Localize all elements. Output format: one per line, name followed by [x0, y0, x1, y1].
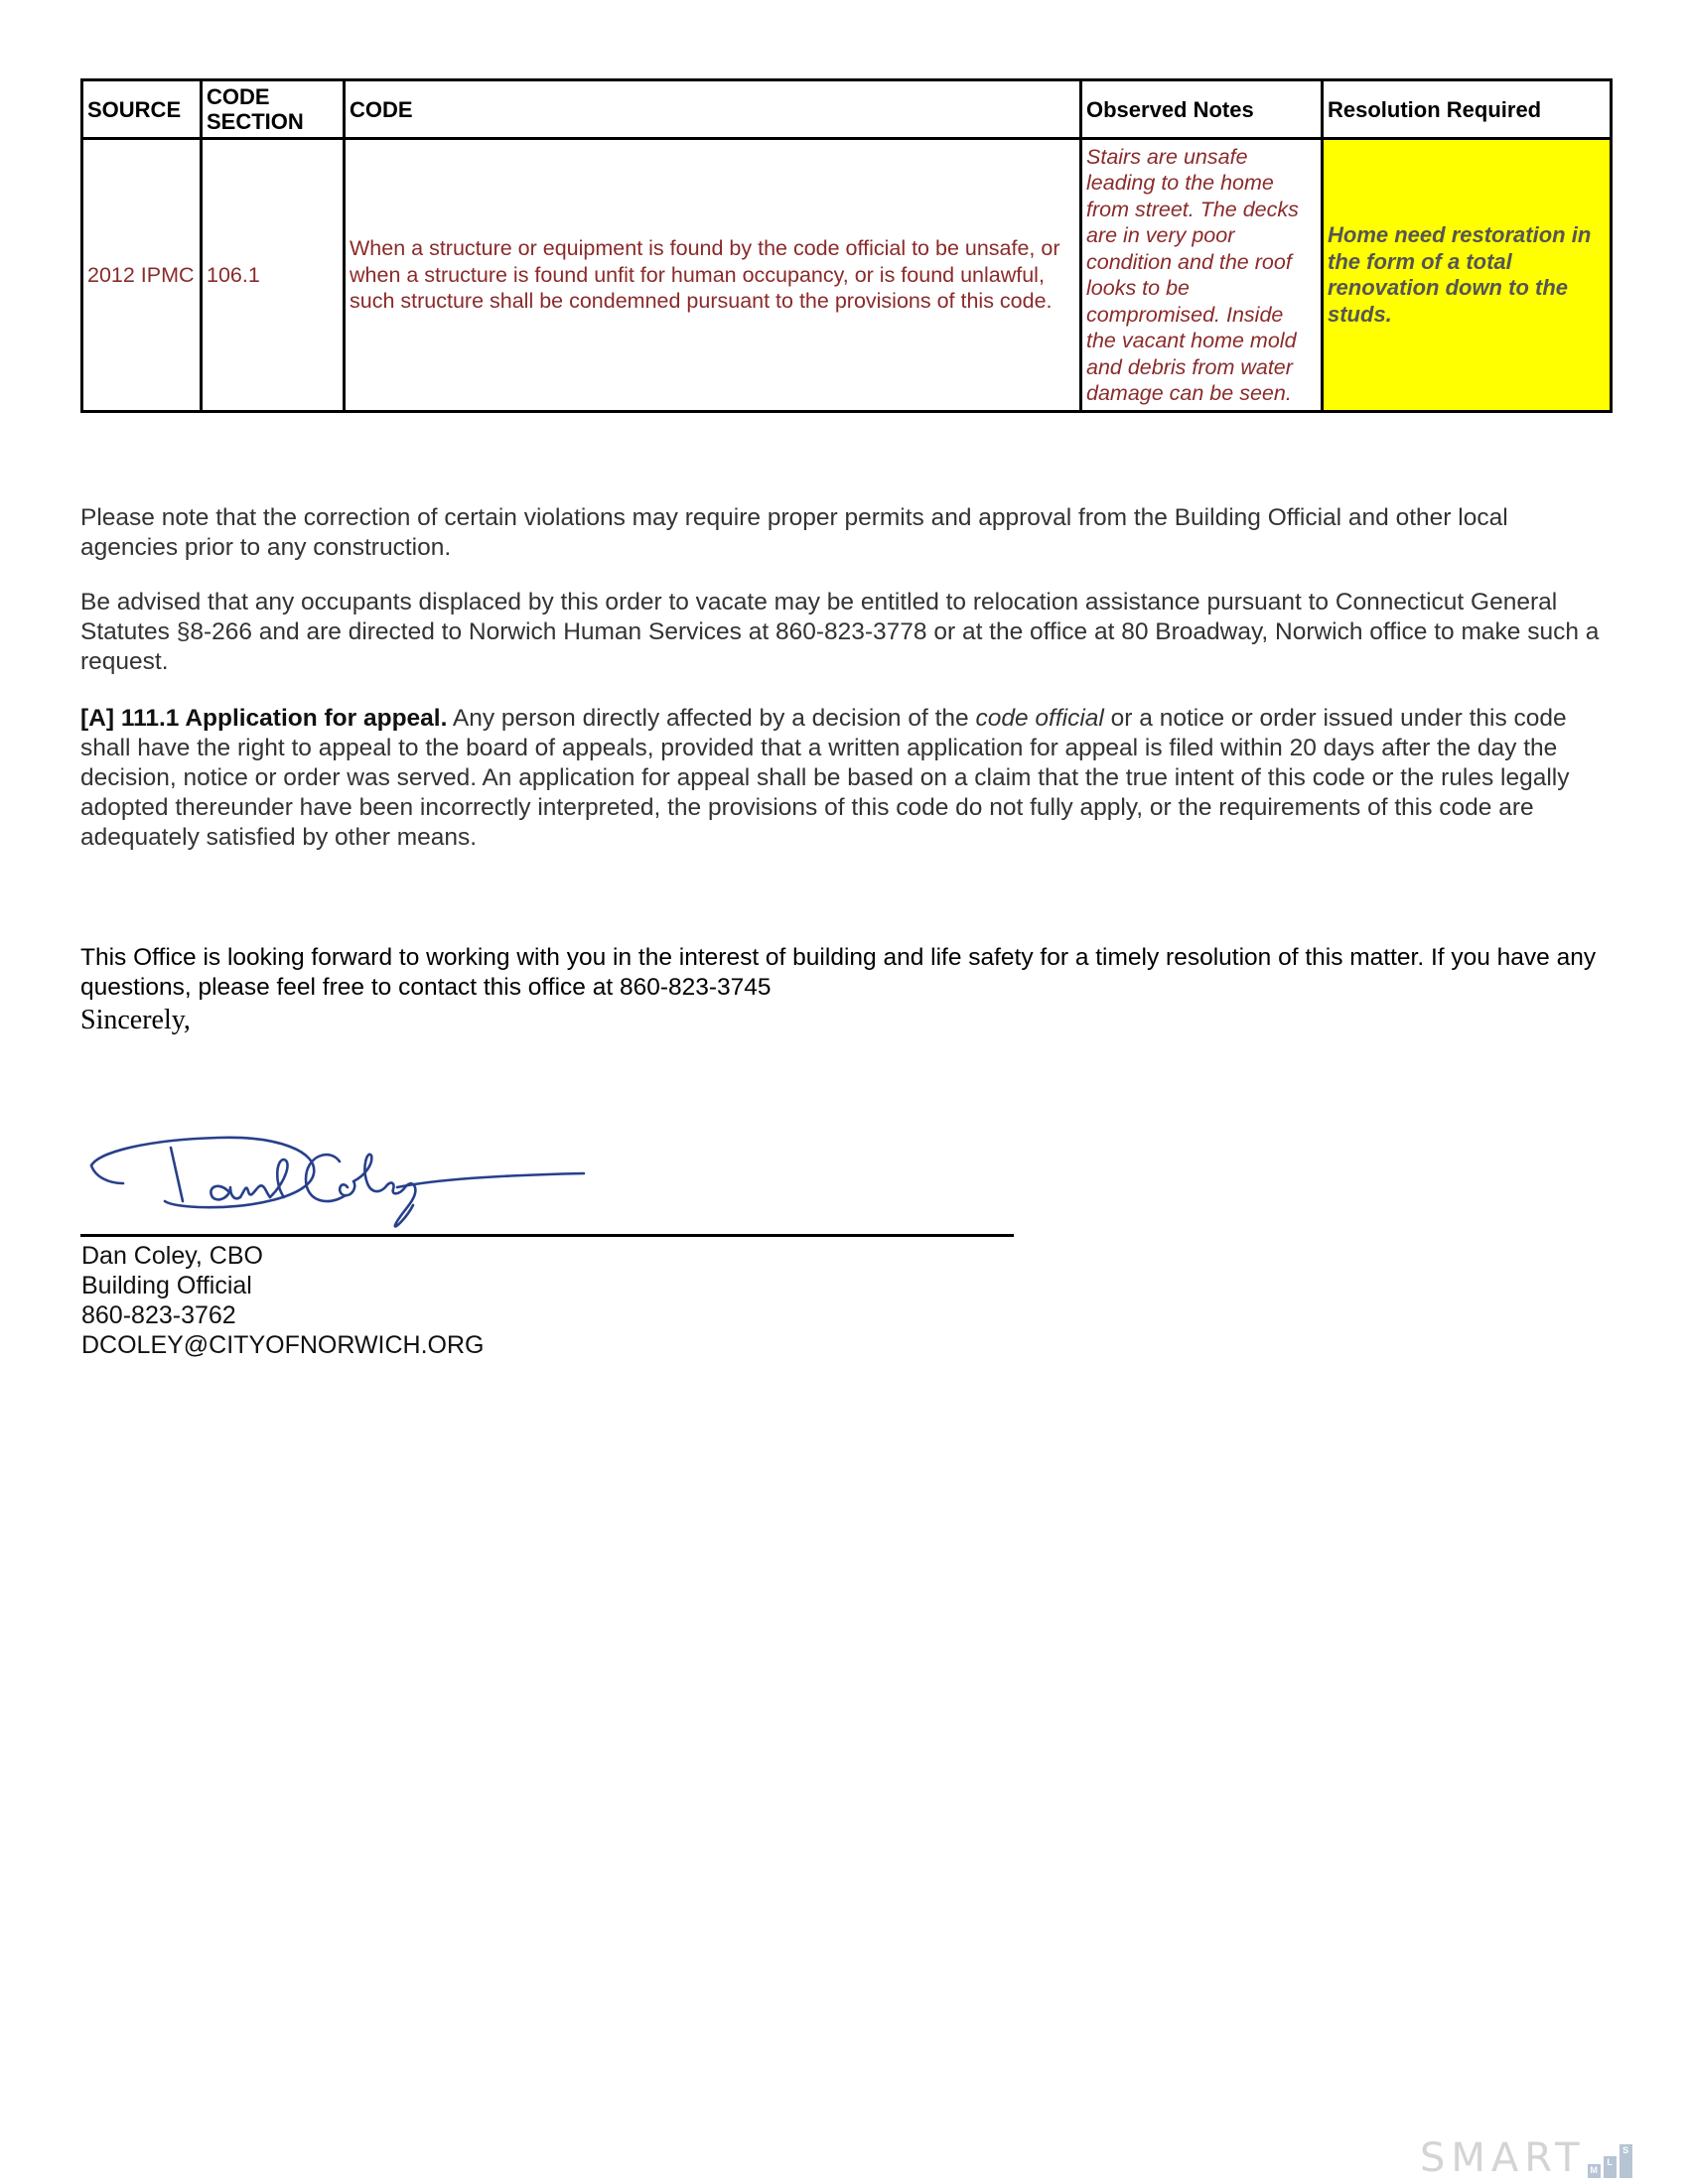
appeal-text-1: Any person directly affected by a decision of the — [447, 705, 976, 732]
header-code-section: CODE SECTION — [202, 80, 345, 139]
cell-code-section: 106.1 — [202, 139, 345, 412]
signer-phone: 860-823-3762 — [81, 1301, 236, 1329]
appeal-term: code official — [975, 705, 1104, 732]
salutation: Sincerely, — [80, 1005, 191, 1035]
appeal-paragraph — [80, 704, 1610, 853]
signature-line — [80, 1234, 1014, 1237]
watermark-bars-icon — [1588, 2144, 1632, 2178]
appeal-text-2: or a notice or order issued under this code shall have the right to appeal to the board of appeals, provided that a written application for appeal is filed within 20 days after the day the decision, notice or order was served. An application for appeal shall be based on a claim that the true intent of this code or the rules legally adopted thereunder have been incorrectly interpreted, the provisions of this code do not fully apply, or the requirements of this code are adequately satisfied by other means. — [80, 705, 1570, 851]
cell-resolution-required: Home need restoration in the form of a total renovation down to the studs. — [1323, 139, 1612, 412]
signature-image — [79, 1122, 596, 1231]
closing-paragraph: This Office is looking forward to working with you in the interest of building and life safety for a timely resolution of this matter. If you have any questions, please feel free to contact this office at 860-823-3745 — [80, 944, 1597, 1001]
signature-block — [81, 1241, 485, 1360]
table-row — [82, 139, 1612, 412]
cell-code: When a structure or equipment is found by the code official to be unsafe, or when a structure is found unfit for human occupancy, or is found unlawful, such structure shall be condemned pursuant to the provisions of this code. — [345, 139, 1081, 412]
watermark-bar-s: S — [1619, 2144, 1632, 2178]
cell-observed-notes: Stairs are unsafe leading to the home from street. The decks are in very poor condition and the roof looks to be compromised. Inside the vacant home mold and debris from water damage can be seen. — [1081, 139, 1323, 412]
watermark-bar-m: M — [1588, 2164, 1601, 2178]
header-code: CODE — [345, 80, 1081, 139]
signer-name: Dan Coley, CBO — [81, 1242, 263, 1270]
smart-mls-watermark — [1420, 2134, 1632, 2181]
relocation-paragraph: Be advised that any occupants displaced by this order to vacate may be entitled to relocation assistance pursuant to Connecticut General Statutes §8-266 and are directed to Norwich Human Services at 860-823-3778 or at the office at 80 Broadway, Norwich office to make such a request. — [80, 589, 1600, 675]
signer-title: Building Official — [81, 1272, 252, 1299]
cell-source: 2012 IPMC — [82, 139, 202, 412]
watermark-bar-l: L — [1604, 2156, 1617, 2178]
watermark-text: SMART — [1420, 2135, 1586, 2181]
appeal-heading: [A] 111.1 Application for appeal. — [80, 705, 448, 732]
header-resolution-required: Resolution Required — [1323, 80, 1612, 139]
permits-paragraph: Please note that the correction of certain violations may require proper permits and approval from the Building Official and other local agencies prior to any construction. — [80, 504, 1508, 561]
header-observed-notes: Observed Notes — [1081, 80, 1323, 139]
signer-email: DCOLEY@CITYOFNORWICH.ORG — [81, 1331, 485, 1359]
header-source: SOURCE — [82, 80, 202, 139]
violations-table — [80, 78, 1613, 413]
table-header-row — [82, 80, 1612, 139]
